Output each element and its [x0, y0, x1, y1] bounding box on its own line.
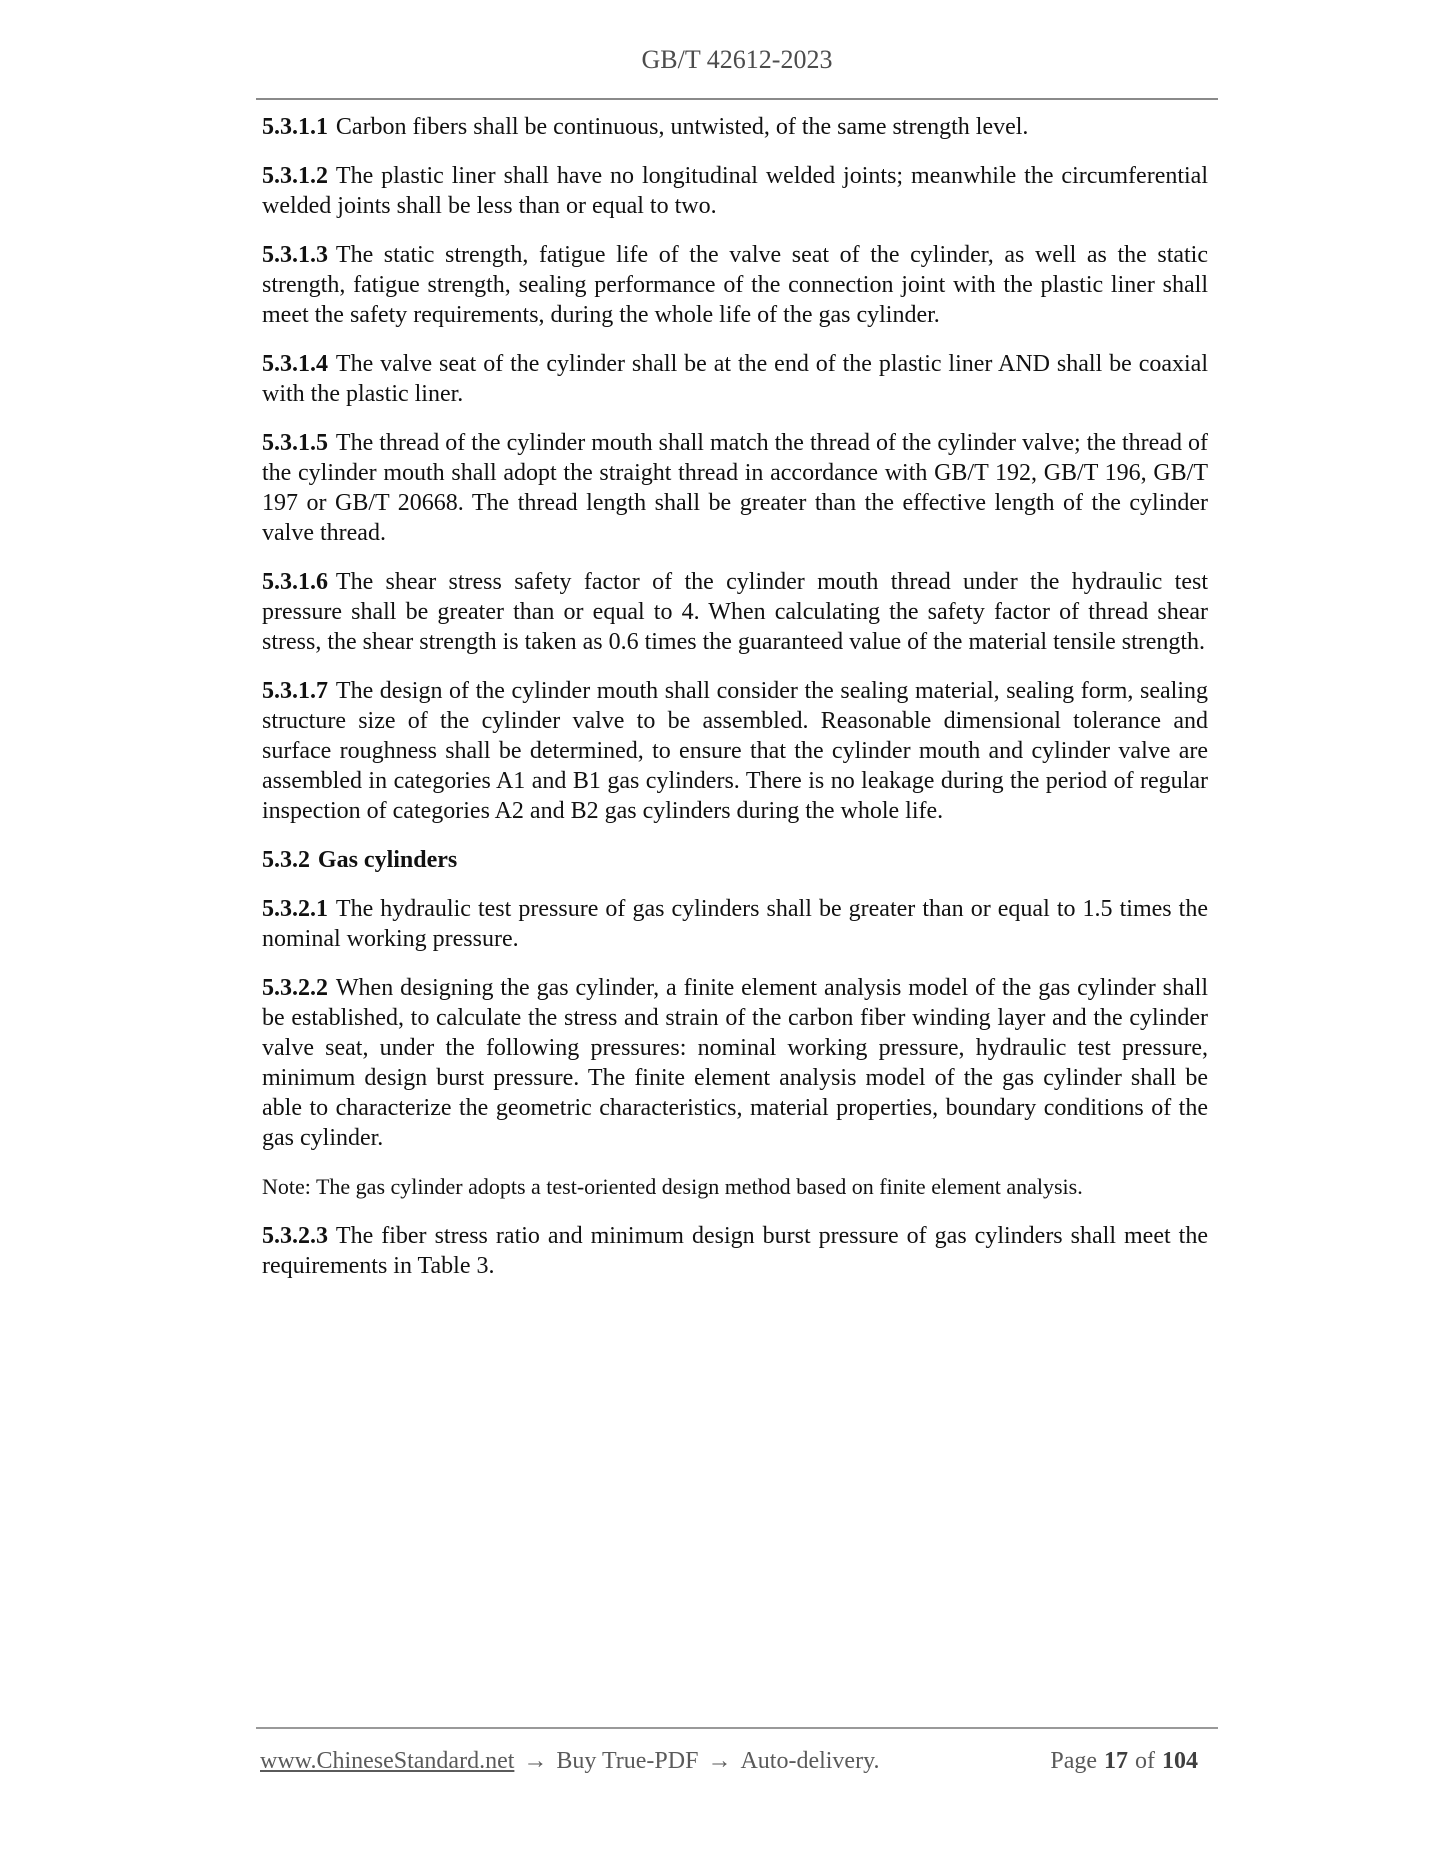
paragraph-5-3-2-1	[262, 894, 1208, 954]
clause-number: 5.3.1.1	[262, 114, 328, 140]
paragraph-5-3-1-4	[262, 349, 1208, 409]
clause-number: 5.3.1.6	[262, 569, 328, 595]
footer-row	[256, 1746, 1218, 1776]
clause-number: 5.3.1.4	[262, 351, 328, 377]
clause-number: 5.3.1.2	[262, 163, 328, 189]
clause-number: 5.3.2.1	[262, 896, 328, 922]
paragraph-5-3-1-1	[262, 112, 1208, 142]
clause-number: 5.3.2.3	[262, 1223, 328, 1249]
arrow-right-icon: →	[707, 1748, 732, 1774]
clause-number: 5.3.1.5	[262, 430, 328, 456]
page-footer	[256, 1727, 1218, 1776]
paragraph-5-3-1-7	[262, 676, 1208, 826]
clause-text: Carbon fibers shall be continuous, untwisted, of the same strength level.	[335, 114, 1029, 140]
paragraph-5-3-1-6	[262, 567, 1208, 657]
clause-text: The shear stress safety factor of the cylinder mouth thread under the hydraulic test pressure shall be greater than or equal to 4. When calculating the safety factor of thread shear stress, the shear strength is taken as 0.6 times the guaranteed value of the material tensile strength.	[262, 569, 1208, 655]
paragraph-5-3-2-3	[262, 1221, 1208, 1281]
clause-number: 5.3.2.2	[262, 975, 328, 1001]
page-label: Page	[1050, 1748, 1097, 1774]
section-heading-5-3-2	[262, 845, 1208, 875]
clause-text: The plastic liner shall have no longitudinal welded joints; meanwhile the circumferential welded joints shall be less than or equal to two.	[262, 163, 1208, 219]
paragraph-5-3-1-2	[262, 161, 1208, 221]
clause-number: 5.3.1.3	[262, 242, 328, 268]
clause-text: The hydraulic test pressure of gas cylinders shall be greater than or equal to 1.5 times the nominal working pressure.	[262, 896, 1208, 952]
page-number-current: 17	[1104, 1748, 1128, 1774]
footer-action-delivery: Auto-delivery.	[740, 1748, 880, 1774]
document-body	[256, 100, 1218, 1281]
footer-action-buy: Buy True-PDF	[556, 1748, 699, 1774]
clause-text: When designing the gas cylinder, a finite element analysis model of the gas cylinder shall be established, to calculate the stress and strain of the carbon fiber winding layer and the cylinder valve seat, under the following pressures: nominal working pressure, hydraulic test pressure, minimum design burst pressure. The finite element analysis model of the gas cylinder shall be able to characterize the geometric characteristics, material properties, boundary conditions of the gas cylinder.	[262, 975, 1208, 1151]
footer-website-link[interactable]: www.ChineseStandard.net	[260, 1748, 515, 1774]
page-number-total: 104	[1162, 1748, 1198, 1774]
clause-text: The thread of the cylinder mouth shall match the thread of the cylinder valve; the thread of the cylinder mouth shall adopt the straight thread in accordance with GB/T 192, GB/T 196, GB/T 197 or GB/T 20668. The thread length shall be greater than the effective length of the cylinder valve thread.	[262, 430, 1208, 546]
page-content	[256, 0, 1218, 1300]
clause-text: The valve seat of the cylinder shall be at the end of the plastic liner AND shall be coaxial with the plastic liner.	[262, 351, 1208, 407]
clause-text: The fiber stress ratio and minimum design burst pressure of gas cylinders shall meet the requirements in Table 3.	[262, 1223, 1208, 1279]
paragraph-5-3-1-3	[262, 240, 1208, 330]
clause-text: The design of the cylinder mouth shall consider the sealing material, sealing form, sealing structure size of the cylinder valve to be assembled. Reasonable dimensional tolerance and surface roughness shall be determined, to ensure that the cylinder mouth and cylinder valve are assembled in categories A1 and B1 gas cylinders. There is no leakage during the period of regular inspection of categories A2 and B2 gas cylinders during the whole life.	[262, 678, 1208, 824]
page-number-indicator	[1050, 1746, 1198, 1776]
clause-text: The static strength, fatigue life of the valve seat of the cylinder, as well as the static strength, fatigue strength, sealing performance of the connection joint with the plastic liner shall meet the safety requirements, during the whole life of the gas cylinder.	[262, 242, 1208, 328]
footer-divider	[256, 1727, 1218, 1729]
paragraph-5-3-2-2	[262, 973, 1208, 1153]
section-title: Gas cylinders	[317, 847, 458, 873]
arrow-right-icon: →	[523, 1748, 548, 1774]
section-number: 5.3.2	[262, 847, 310, 873]
standard-code-header: GB/T 42612-2023	[641, 45, 833, 74]
page-of-label: of	[1135, 1748, 1155, 1774]
clause-number: 5.3.1.7	[262, 678, 328, 704]
paragraph-5-3-1-5	[262, 428, 1208, 548]
note-text: Note: The gas cylinder adopts a test-oriented design method based on finite element analysis.	[262, 1174, 1083, 1199]
footer-source-line	[260, 1746, 880, 1776]
